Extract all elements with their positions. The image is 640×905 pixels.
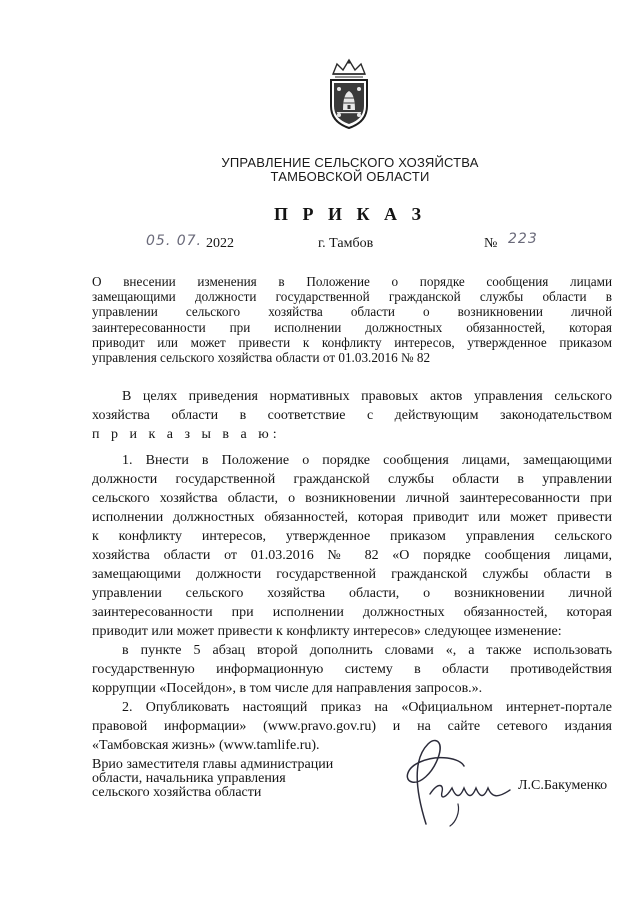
handwritten-order-number: 223 bbox=[508, 231, 538, 247]
handwritten-signature bbox=[398, 732, 518, 832]
order-body bbox=[92, 387, 612, 755]
subject-line: О внесении изменения в Положение о порядке сообщения лицами bbox=[92, 274, 612, 289]
subject-line: заинтересованности при исполнении должностных обязанностей, которая bbox=[92, 319, 612, 335]
item1-line: должности государственной гражданской службы области в управлении bbox=[92, 472, 612, 487]
item1-line: заинтересованности при исполнении должностных обязанностей, которая bbox=[92, 605, 612, 620]
organization-name-line2: ТАМБОВСКОЙ ОБЛАСТИ bbox=[270, 169, 430, 184]
subject-line: управления сельского хозяйства области от 01.03.2016 № 82 bbox=[92, 350, 431, 366]
number-sign: № bbox=[484, 236, 498, 251]
item1-line: к конфликту интересов, утвержденное приказом управления сельского bbox=[92, 529, 612, 544]
item1-sub-line: государственную информационную систему в области противодействия bbox=[92, 662, 612, 677]
order-keyword: п р и к а з ы в а ю: bbox=[92, 427, 281, 442]
subject-line: управлении сельского хозяйства области о возникновении личной bbox=[92, 304, 612, 320]
signer-title-line: сельского хозяйства области bbox=[92, 785, 262, 800]
coat-of-arms-icon bbox=[323, 58, 375, 130]
item1-line: приводит или может привести к конфликту интересов» следующее изменение: bbox=[92, 624, 562, 639]
item1-line: исполнении должностных обязанностей, которая приводит или может привести bbox=[92, 510, 612, 525]
date-year: 2022 bbox=[206, 236, 234, 251]
item1-sub-line: в пункте 5 абзац второй дополнить словами «, а также использовать bbox=[122, 643, 612, 658]
item2-line: «Тамбовская жизнь» (www.tamlife.ru). bbox=[92, 738, 320, 753]
preamble-line: хозяйства области в соответствие с действующим законодательством bbox=[92, 408, 612, 423]
organization-name-line1: УПРАВЛЕНИЕ СЕЛЬСКОГО ХОЗЯЙСТВА bbox=[221, 155, 479, 170]
item1-line: сельского хозяйства области, о возникновении личной заинтересованности при bbox=[92, 491, 612, 506]
organization-name bbox=[190, 156, 510, 184]
handwritten-date: 05. 07. bbox=[146, 233, 202, 249]
signer-name: Л.С.Бакуменко bbox=[518, 778, 608, 793]
preamble-line: В целях приведения нормативных правовых актов управления сельского bbox=[122, 389, 612, 404]
item1-line: хозяйства области от 01.03.2016 № 82 «О порядке сообщения лицами, bbox=[92, 548, 612, 563]
signer-title bbox=[92, 758, 333, 800]
signer-title-line: Врио заместителя главы администрации bbox=[92, 757, 334, 772]
item1-line: замещающими должности государственной гражданской службы области в bbox=[92, 567, 612, 582]
order-subject bbox=[92, 274, 612, 365]
item2-line: правовой информации» (www.pravo.gov.ru) и на сайте сетевого издания bbox=[92, 719, 612, 734]
subject-line: приводит или может привести к конфликту интересов, утвержденное приказом bbox=[92, 334, 612, 350]
document-title: П Р И К А З bbox=[273, 204, 427, 224]
signer-title-line: области, начальника управления bbox=[92, 771, 286, 786]
item1-line: управлении сельского хозяйства области, о возникновении личной bbox=[92, 586, 612, 601]
item1-sub-line: коррупции «Посейдон», в том числе для направления запросов.». bbox=[92, 681, 483, 696]
city-label: г. Тамбов bbox=[318, 236, 374, 251]
subject-line: замещающими должности государственной гражданской службы области в bbox=[92, 289, 612, 305]
item2-line: 2. Опубликовать настоящий приказ на «Официальном интернет-портале bbox=[122, 700, 612, 715]
item1-line: 1. Внести в Положение о порядке сообщения лицами, замещающими bbox=[122, 453, 612, 468]
